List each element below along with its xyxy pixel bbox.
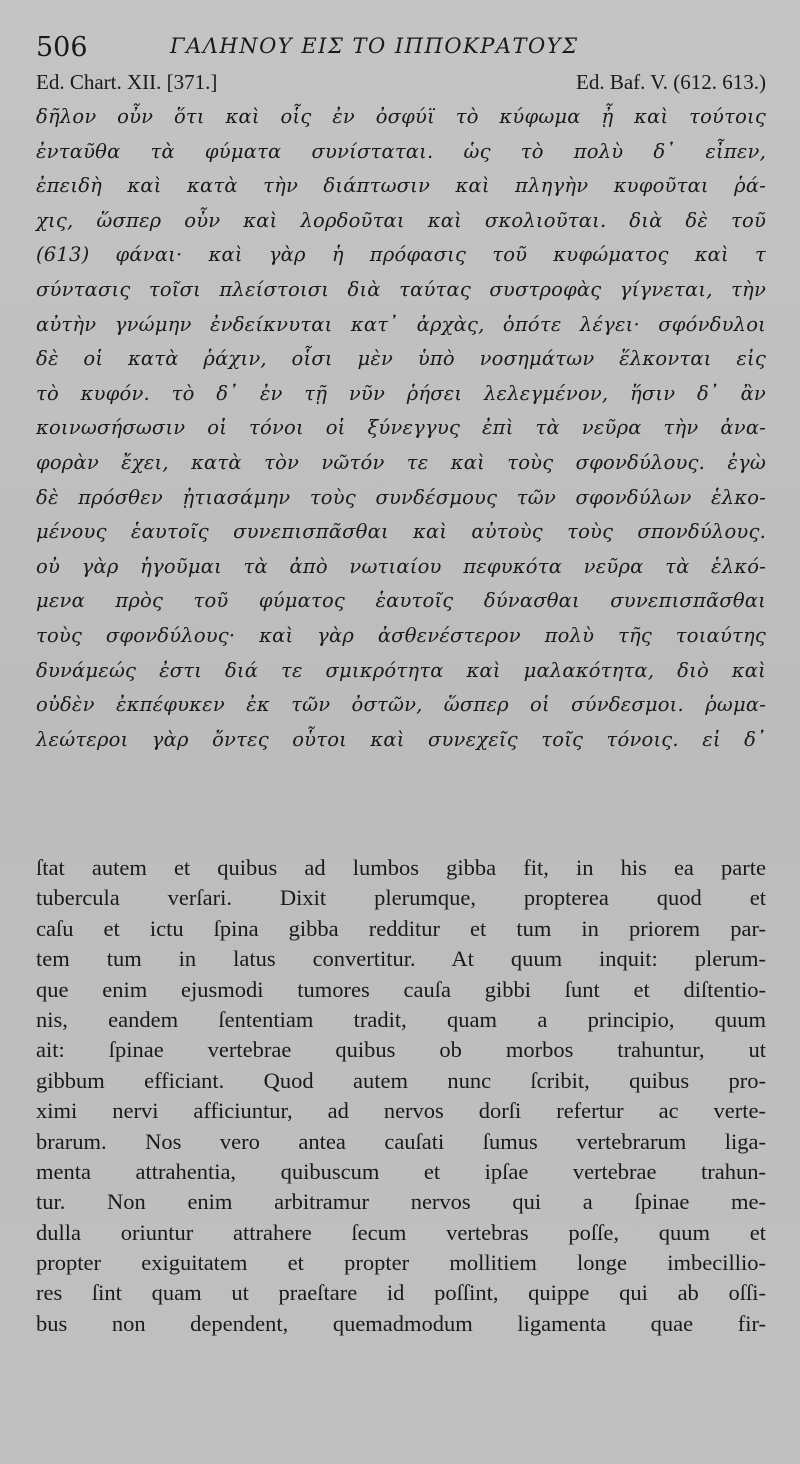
edition-chartier: Ed. Chart. XII. [371.] [36,70,218,94]
greek-line: δὲ πρόσθεν ᾐτιασάμην τοὺς συνδέσμους τῶν σφονδύλων ἑλκο- [36,485,766,509]
latin-line: bus non dependent, quemadmodum ligamenta quae fir- [36,1310,766,1336]
greek-line: ἐπειδὴ καὶ κατὰ τὴν διάπτωσιν καὶ πληγὴν κυφοῦται ῥά- [36,174,766,198]
greek-line: (613) φάναι· καὶ γὰρ ἡ πρόφασις τοῦ κυφώματος καὶ τ [36,243,766,267]
greek-line: τοὺς σφονδύλους· καὶ γὰρ ἀσθενέστερον πολὺ τῆς τοιαύτης [36,623,766,647]
greek-line: δυνάμεώς ἐστι διά τε σμικρότητα καὶ μαλακότητα, διὸ καὶ [36,658,766,682]
latin-line: ximi nervi afficiuntur, ad nervos dorſi refertur ac verte- [36,1098,766,1124]
greek-line: δὲ οἱ κατὰ ῥάχιν, οἷσι μὲν ὑπὸ νοσημάτων ἕλκονται εἰς [36,347,766,371]
greek-line: οὐδὲν ἐκπέφυκεν ἐκ τῶν ὀστῶν, ὥσπερ οἱ σύνδεσμοι. ῥωμα- [36,693,766,717]
latin-line: dulla oriuntur attrahere ſecum vertebras poſſe, quum et [36,1219,766,1245]
greek-line: κοινωσήσωσιν οἱ τόνοι οἱ ξύνεγγυς ἐπὶ τὰ νεῦρα τὴν ἀνα- [36,416,766,440]
latin-line: brarum. Nos vero antea cauſati ſumus vertebrarum liga- [36,1128,766,1154]
page-number: 506 [36,32,88,63]
greek-line: φορὰν ἔχει, κατὰ τὸν νῶτόν τε καὶ τοὺς σφονδύλους. ἐγὼ [36,450,766,474]
latin-text-block [36,853,766,1339]
latin-line: caſu et ictu ſpina gibba redditur et tum in priorem par- [36,915,766,941]
greek-line: σύντασις τοῖσι πλείστοισι διὰ ταύτας συστροφὰς γίγνεται, τὴν [36,277,766,301]
greek-line: ἐνταῦθα τὰ φύματα συνίσταται. ὡς τὸ πολὺ δ᾽ εἶπεν, [36,139,766,163]
latin-line: gibbum efficiant. Quod autem nunc ſcribit, quibus pro- [36,1067,766,1093]
greek-line: χις, ὥσπερ οὖν καὶ λορδοῦται καὶ σκολιοῦται. διὰ δὲ τοῦ [36,208,766,232]
latin-line: propter exiguitatem et propter mollitiem longe imbecillio- [36,1250,766,1276]
latin-line: tem tum in latus convertitur. At quum inquit: plerum- [36,946,766,972]
edition-basel: Ed. Baf. V. (612. 613.) [576,70,766,94]
greek-line: τὸ κυφόν. τὸ δ᾽ ἐν τῇ νῦν ῥήσει λελεγμένον, ἥσιν δ᾽ ἂν [36,381,766,405]
greek-line: λεώτεροι γὰρ ὄντες οὗτοι καὶ συνεχεῖς τοῖς τόνοις. εἰ δ᾽ [36,727,766,751]
latin-line: menta attrahentia, quibuscum et ipſae vertebrae trahun- [36,1158,766,1184]
latin-line: que enim ejusmodi tumores cauſa gibbi ſunt et diſtentio- [36,976,766,1002]
latin-line: tur. Non enim arbitramur nervos qui a ſpinae me- [36,1189,766,1215]
greek-line: μενα πρὸς τοῦ φύματος ἑαυτοῖς δύνασθαι συνεπισπᾶσθαι [36,589,766,613]
edition-references [36,70,766,96]
latin-line: ſtat autem et quibus ad lumbos gibba fit, in his ea parte [36,855,766,880]
greek-line: μένους ἑαυτοῖς συνεπισπᾶσθαι καὶ αὐτοὺς τοὺς σπονδύλους. [36,520,766,544]
running-title: ΓΑΛΗΝΟΥ ΕΙΣ ΤΟ ΙΠΠΟΚΡΑΤΟΥΣ [170,34,579,58]
latin-line: nis, eandem ſententiam tradit, quam a principio, quum [36,1006,766,1032]
latin-line: tubercula verſari. Dixit plerumque, propterea quod et [36,885,766,911]
greek-line: οὐ γὰρ ἡγοῦμαι τὰ ἀπὸ νωτιαίου πεφυκότα νεῦρα τὰ ἑλκό- [36,554,766,578]
greek-line: αὐτὴν γνώμην ἐνδείκνυται κατ᾽ ἀρχὰς, ὁπότε λέγει· σφόνδυλοι [36,312,766,336]
latin-line: ait: ſpinae vertebrae quibus ob morbos trahuntur, ut [36,1037,766,1063]
greek-text-block [36,100,766,757]
greek-line: δῆλον οὖν ὅτι καὶ οἷς ἐν ὀσφύϊ τὸ κύφωμα ᾖ καὶ τούτοις [36,105,766,128]
page-header [36,30,766,66]
latin-line: res ſint quam ut praeſtare id poſſint, quippe qui ab oſſi- [36,1280,766,1306]
